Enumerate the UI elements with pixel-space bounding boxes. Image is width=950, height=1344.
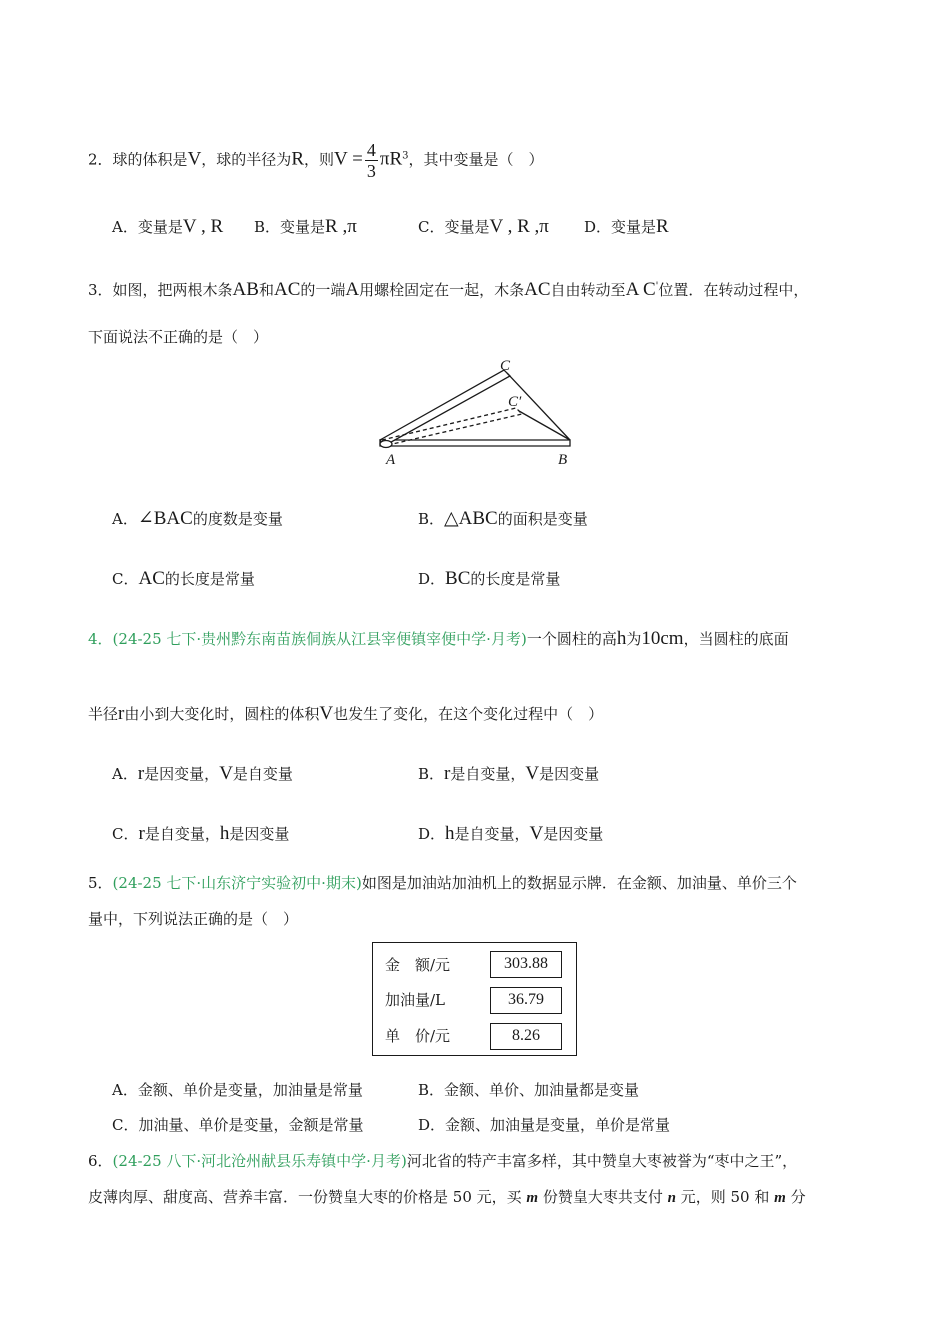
bar-ac [380, 370, 510, 446]
q2-option-b[interactable]: B．变量是R ,π [254, 216, 357, 237]
display-label-amount: 金 额/元 [385, 956, 451, 974]
q4-source: (24-25 七下·贵州黔东南苗族侗族从江县宰便镇宰便中学·月考) [112, 630, 527, 648]
q5-stem-line1: 5．(24-25 七下·山东济宁实验初中·期末)如图是加油站加油机上的数据显示牌．在金额、加油量、单价三个 [88, 874, 797, 892]
q5-option-b[interactable]: B．金额、单价、加油量都是变量 [418, 1081, 640, 1099]
label-b: B [558, 452, 568, 468]
display-value-price: 8.26 [490, 1023, 562, 1050]
q6-source: (24-25 八下·河北沧州献县乐寿镇中学·月考) [112, 1152, 407, 1170]
q5-option-d[interactable]: D．金额、加油量是变量，单价是常量 [418, 1116, 671, 1134]
q2-option-d[interactable]: D．变量是R [584, 216, 669, 237]
q5-stem-line2: 量中，下列说法正确的是（ ） [88, 910, 299, 928]
q3-option-d[interactable]: D．BC的长度是常量 [418, 568, 561, 589]
q2-option-c[interactable]: C．变量是V , R ,π [418, 216, 549, 237]
q4-option-a[interactable]: A．r是因变量，V是自变量 [112, 763, 293, 784]
q3-stem-line2: 下面说法不正确的是（ ） [88, 328, 269, 346]
q5-option-c[interactable]: C．加油量、单价是变量，金额是常量 [112, 1116, 364, 1134]
display-label-price: 单 价/元 [385, 1027, 451, 1045]
q3-option-c[interactable]: C．AC的长度是常量 [112, 568, 255, 589]
q3-option-b[interactable]: B．△ABC的面积是变量 [418, 508, 588, 529]
fuel-pump-display [372, 942, 577, 1056]
q4-option-c[interactable]: C．r是自变量，h是因变量 [112, 823, 290, 844]
q2-option-a[interactable]: A．变量是V , R [112, 216, 224, 237]
q4-option-d[interactable]: D．h是自变量，V是因变量 [418, 823, 604, 844]
q3-figure [376, 358, 576, 468]
display-value-amount: 303.88 [490, 951, 562, 978]
fraction-four-thirds: $\frac{4}{3}$ [366, 140, 376, 181]
q3-option-a[interactable]: A．∠BAC的度数是变量 [112, 508, 283, 529]
q4-stem-line1: 4．(24-25 七下·贵州黔东南苗族侗族从江县宰便镇宰便中学·月考)一个圆柱的高h为10cm，当圆柱的底面 [88, 628, 789, 649]
display-value-volume: 36.79 [490, 987, 562, 1014]
segment-bc-prime [519, 411, 570, 440]
q4-stem-line2: 半径r由小到大变化时，圆柱的体积V也发生了变化，在这个变化过程中（ ） [88, 703, 604, 724]
q4-option-b[interactable]: B．r是自变量，V是因变量 [418, 763, 600, 784]
label-a: A [386, 452, 396, 468]
q6-stem-line1: 6．(24-25 八下·河北沧州献县乐寿镇中学·月考)河北省的特产丰富多样，其中赞皇大枣被誉为“枣中之王”， [88, 1152, 798, 1170]
label-c: C [500, 358, 511, 374]
q3-stem-line1: 3．如图，把两根木条AB和AC的一端A用螺栓固定在一起，木条AC自由转动至A C'位置．在转动过程中， [88, 279, 809, 300]
q5-option-a[interactable]: A．金额、单价是变量，加油量是常量 [112, 1081, 363, 1099]
label-c-prime: C′ [508, 394, 522, 410]
q6-stem-line2: 皮薄肉厚、甜度高、营养丰富．一份赞皇大枣的价格是 50 元，买 m 份赞皇大枣共支付 n 元，则 50 和 m 分 [88, 1188, 806, 1206]
bolt-a [380, 441, 392, 448]
q2-stem: 2．球的体积是V，球的半径为R，则V = $\frac{4}{3}$ $\pi R^3$，其中变量是（ ） [88, 140, 544, 181]
display-label-volume: 加油量/L [385, 991, 446, 1009]
q5-source: (24-25 七下·山东济宁实验初中·期末) [112, 874, 362, 892]
